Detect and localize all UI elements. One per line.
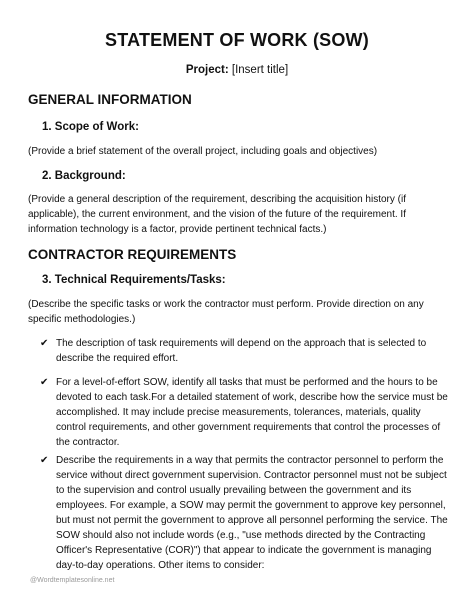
list-item-text: The description of task requirements will depend on the approach that is selected to describe the required effort. — [56, 338, 427, 364]
list-item — [40, 453, 452, 573]
technical-requirements-text: (Describe the specific tasks or work the contractor must perform. Provide direction on any specific methodologies.) — [28, 299, 424, 325]
document-title: STATEMENT OF WORK (SOW) — [105, 30, 369, 50]
project-value: [Insert title] — [231, 64, 289, 76]
checkmark-icon: ✔ — [40, 377, 49, 388]
project-line — [0, 64, 474, 76]
contractor-requirements-heading: CONTRACTOR REQUIREMENTS — [28, 247, 237, 262]
checkmark-icon: ✔ — [40, 338, 49, 349]
general-information-heading: GENERAL INFORMATION — [28, 92, 192, 107]
watermark: @Wordtemplatesonline.net — [30, 577, 115, 584]
scope-of-work-text: (Provide a brief statement of the overall project, including goals and objectives) — [28, 146, 378, 157]
list-item — [40, 375, 452, 450]
list-item-text: For a level-of-effort SOW, identify all tasks that must be performed and the hours to be devoted to each task.For a detailed statement of work, describe how the service must be accomplished. It may include precise measurements, tolerances, materials, quality control requirements, and other government requirements that control the processes of the contractor. — [56, 377, 448, 448]
scope-of-work-heading: 1. Scope of Work: — [42, 121, 139, 133]
background-heading: 2. Background: — [42, 170, 126, 182]
list-item-text: Describe the requirements in a way that permits the contractor personnel to perform the service without direct government supervision. Contractor personnel must not be subject to the supervision and control usually prevailing between the government and its employees. For example, a SOW may permit the government to approve key personnel, but must not permit the government to approve all personnel performing the service. The SOW should also not include words (e.g., "use methods directed by the Contracting Officer's Representative (COR)") that appear to indicate the government is managing day-to-day operations. Other items to consider: — [56, 455, 448, 571]
checkmark-icon: ✔ — [40, 455, 49, 466]
project-label: Project: — [185, 64, 229, 76]
list-item — [40, 336, 452, 366]
background-text: (Provide a general description of the requirement, describing the acquisition history (if applicable), the current environment, and the vision of the future of the requirement. If information technology is a factor, provide pertinent technical facts.) — [28, 194, 406, 235]
technical-requirements-heading: 3. Technical Requirements/Tasks: — [42, 274, 226, 286]
